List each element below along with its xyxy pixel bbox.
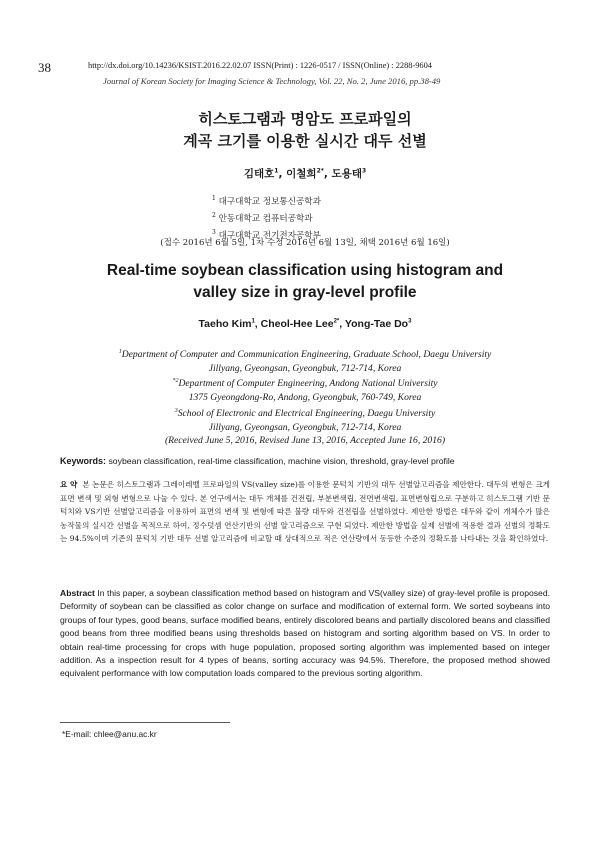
author-name: Yong-Tae Do [344, 318, 409, 330]
author-name: 이철희 [286, 168, 317, 180]
english-title [60, 260, 550, 304]
affiliation-sup: 1 [212, 195, 216, 202]
korean-dates: (접수 2016년 6월 5일, 1차 수정 2016년 6월 13일, 채택 2016년 6월 16일) [160, 238, 450, 248]
affiliation-text: Department of Computer and Communication Engineering, Graduate School, Daegu University [121, 349, 492, 361]
english-affiliation-line: Jillyang, Gyeongsan, Gyeongbuk, 712-714, Korea [208, 362, 402, 374]
author-separator: , [323, 168, 332, 180]
affiliation-text: 대구대학교 전기전자공학부 [218, 230, 321, 241]
english-affiliation-line: Jillyang, Gyeongsan, Gyeongbuk, 712-714, Korea [208, 421, 402, 433]
author-separator: , [254, 318, 261, 330]
korean-affiliation [212, 209, 321, 226]
page-number: 38 [38, 60, 51, 75]
author-name: Taeho Kim [198, 318, 252, 330]
english-authors [60, 318, 550, 330]
keywords-text: soybean classification, real-time classification, machine vision, threshold, gray-level profile [108, 456, 455, 466]
affiliation-text: 안동대학교 컴퓨터공학과 [218, 213, 313, 224]
author-sup: 2* [333, 318, 340, 325]
author-separator: , [278, 168, 287, 180]
affiliation-sup: 1 [118, 349, 122, 355]
affiliation-sup: *2 [172, 378, 179, 385]
english-affiliation-line [60, 346, 550, 362]
korean-abstract [60, 478, 550, 546]
footnote-rule [60, 722, 230, 723]
author-name: 도용태 [331, 168, 362, 180]
author-sup: 1 [274, 167, 279, 175]
english-affiliation-line [60, 375, 550, 391]
english-affiliation-line: 1375 Gyeongdong-Ro, Andong, Gyeongbuk, 760-749, Korea [188, 392, 422, 404]
author-sup: 1 [251, 318, 255, 325]
english-affiliation-line [60, 405, 550, 421]
affiliation-sup: 3 [174, 407, 178, 414]
korean-title-line1: 히스토그램과 명암도 프로파일의 [198, 110, 412, 128]
author-name: 김태호 [243, 168, 275, 180]
korean-title-line2: 계곡 크기를 이용한 실시간 대두 선별 [183, 132, 427, 150]
author-name: Cheol-Hee Lee [260, 318, 334, 330]
korean-abstract-label: 요 약 [60, 480, 78, 489]
korean-affiliations [212, 192, 321, 243]
footnote-email: *E-mail: chlee@anu.ac.kr [62, 729, 157, 739]
journal-citation: Journal of Korean Society for Imaging Science & Technology, Vol. 22, No. 2, June 2016, pp.38-49 [103, 76, 441, 86]
author-sup: 2* [316, 167, 324, 175]
english-abstract-label: Abstract [60, 588, 95, 598]
english-affiliations [60, 346, 550, 448]
affiliation-text: Department of Computer Engineering, Andong National University [178, 378, 438, 390]
korean-title [60, 108, 550, 152]
english-title-line2: valley size in gray-level profile [193, 284, 417, 301]
english-title-line1: Real-time soybean classification using histogram and [106, 262, 504, 279]
keywords [60, 456, 550, 466]
author-separator: , [339, 318, 345, 330]
korean-authors [60, 166, 550, 181]
korean-affiliation [212, 192, 321, 209]
keywords-label: Keywords: [60, 456, 107, 466]
author-sup: 3 [361, 167, 367, 175]
english-abstract [60, 587, 550, 681]
korean-abstract-text: 본 논문은 히스토그램과 그레이레벨 프로파일의 VS(valley size)를 이용한 문턱치 기반의 대두 선별알고리즘을 제안한다. 대두의 변형은 크게 표면 변색 및 외형 변형으로 나눌 수 있다. 본 연구에서는 대두 개체를 건전립, 부분변색립, 전면변색립, 표면변형립으로 구분하고 히스토그램 기반 문턱치와 VS기반 선별알고리즘을 이용하여 표면의 변색 및 변형에 따른 불량 대두와 건전립을 선별하였다. 제안한 방법은 대두와 같이 개체수가 많은 농작물의 실시간 선별을 목적으로 하여, 정수덧셈 연산기반의 선별 알고리즘으로 구현 되었다. 제안한 방법을 실제 선별에 적용한 결과 선별의 정확도는 94.5%이며 기존의 문턱치 기반 대두 선별 알고리즘에 비교할 때 상대적으로 적은 연산량에서 동등한 수준의 정확도를 나타내는 것을 확인하였다. [60, 480, 550, 543]
affiliation-sup: 3 [212, 228, 216, 236]
affiliation-text: 대구대학교 정보통신공학과 [218, 196, 321, 207]
affiliation-text: School of Electronic and Electrical Engineering, Daegu University [177, 407, 436, 419]
english-abstract-text: In this paper, a soybean classification method based on histogram and VS(valley size) of gray-level profile is proposed. Deformity of soybean can be classified as color change on surface and modification of external form. We sorted soybeans into groups of four types, good beans, surface modified beans, entirely discolored beans and partially discolored beans and classified good beans from three modified beans using thresholds based on histogram and sorting algorithm based on VS. In order to obtain real-time processing for crops with huge population, proposed sorting algorithm was implemented based on integer addition. As a inspection result for 4 types of beans, sorting accuracy was 94.5%. Therefore, the proposed method showed equivalent performance with low computation loads compared to the previous sorting algorithm. [60, 588, 550, 679]
author-sup: 3 [408, 318, 412, 325]
doi-issn-line: http://dx.doi.org/10.14236/KSIST.2016.22.02.07 ISSN(Print) : 1226-0517 / ISSN(Online) : 2288-9604 [88, 61, 432, 70]
english-dates: (Received June 5, 2016, Revised June 13, 2016, Accepted June 16, 2016) [164, 435, 446, 447]
affiliation-sup: 2 [212, 211, 216, 219]
